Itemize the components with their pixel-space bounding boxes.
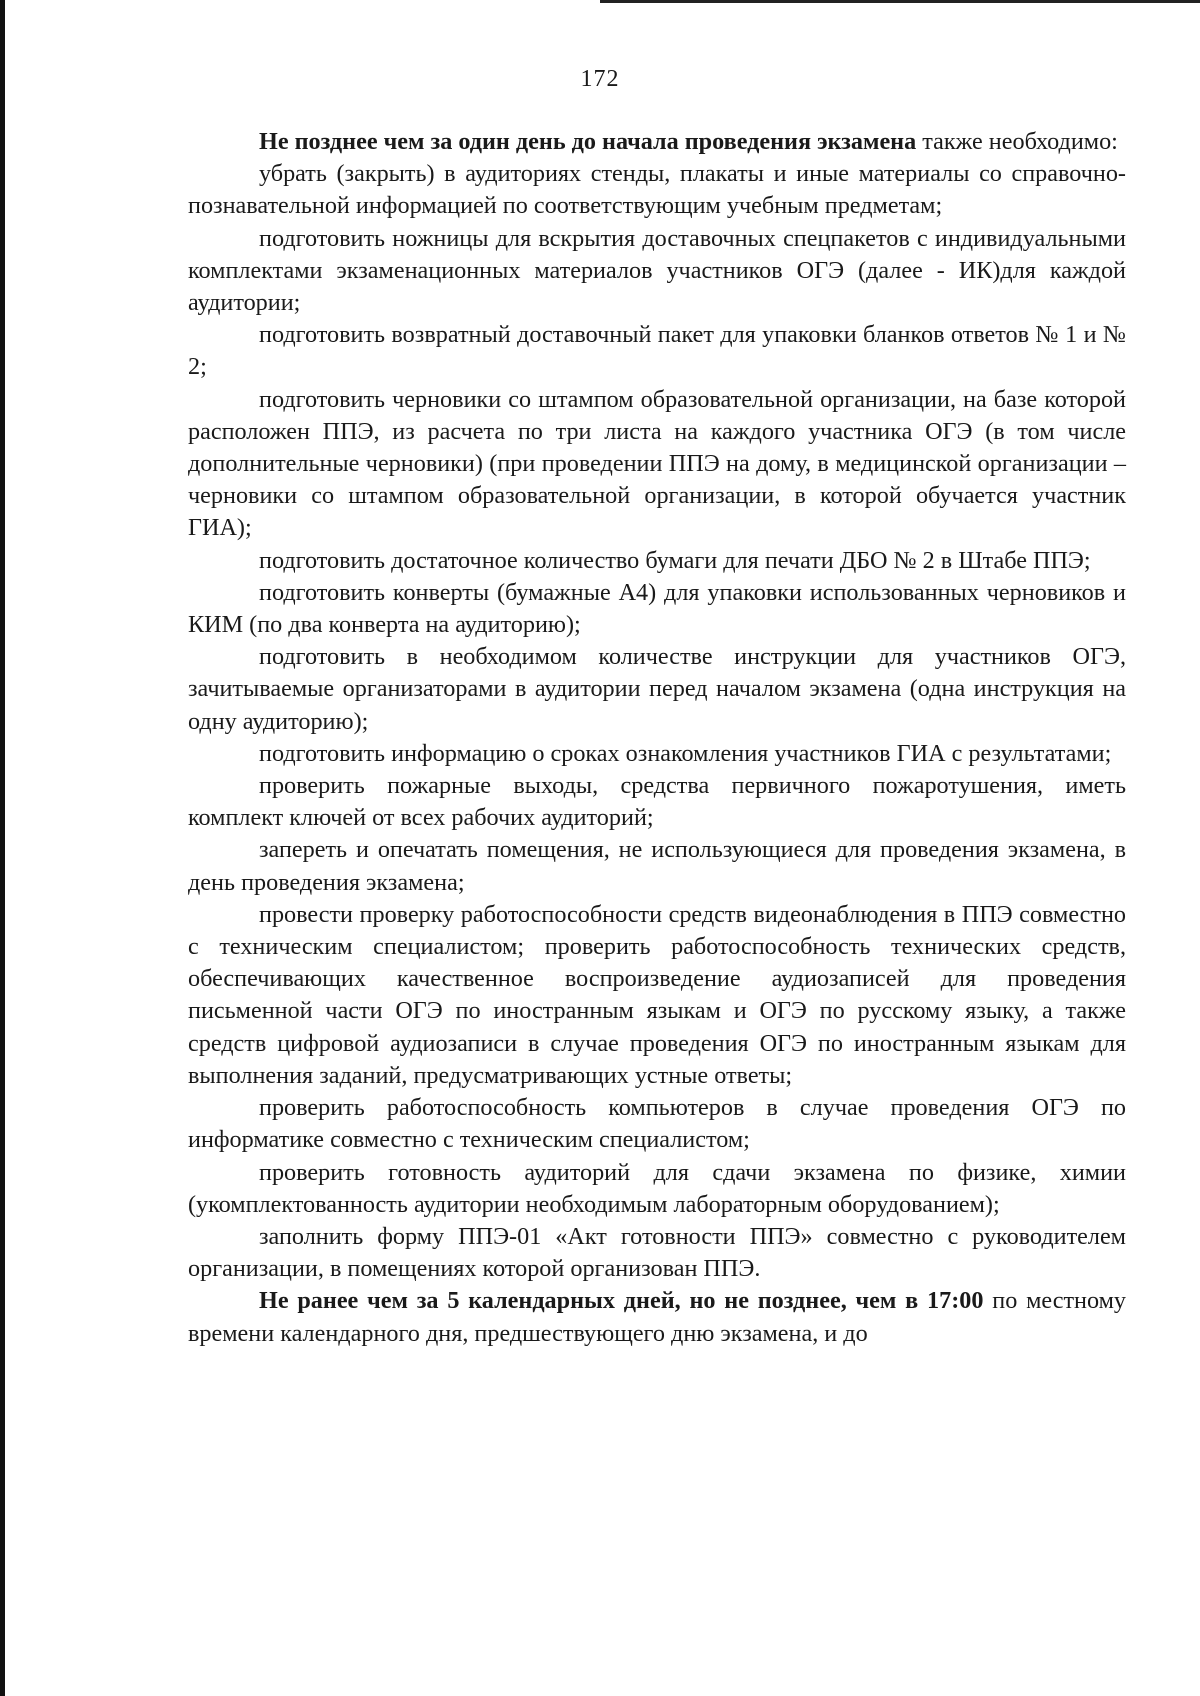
list-item: проверить работоспособность компьютеров в случае проведения ОГЭ по информатике совместно с техническим специалистом; [188,1094,1126,1154]
list-item: заполнить форму ППЭ-01 «Акт готовности ППЭ» совместно с руководителем организации, в помещениях которой организован ППЭ. [188,1222,1126,1283]
list-item: подготовить черновики со штампом образовательной организации, на базе которой расположен ППЭ, из расчета по три листа на каждого участника ОГЭ (в том числе дополнительные черновики) (при проведении ППЭ на дому, в медицинской организации – черновики со штампом образовательной организации, в которой обучается участник ГИА); [188,385,1126,542]
scan-left-edge [0,0,5,1696]
list-item: подготовить конверты (бумажные А4) для упаковки использованных черновиков и КИМ (по два конверта на аудиторию); [188,578,1126,639]
list-item: убрать (закрыть) в аудиториях стенды, плакаты и иные материалы со справочно-познавательной информацией по соответствующим учебным предметам; [188,160,1126,220]
list-item: провести проверку работоспособности средств видеонаблюдения в ППЭ совместно с техническим специалистом; проверить работоспособность технических средств, обеспечивающих качественное воспроизведение аудиозаписей для проведения письменной части ОГЭ по иностранным языкам и ОГЭ по русскому языку, а также средств цифровой аудиозаписи в случае проведения ОГЭ по иностранным языкам для выполнения заданий, предусматривающих устные ответы; [188,900,1126,1089]
list-item: проверить пожарные выходы, средства первичного пожаротушения, иметь комплект ключей от всех рабочих аудиторий; [188,772,1126,832]
list-item: запереть и опечатать помещения, не использующиеся для проведения экзамена, в день проведения экзамена; [188,836,1126,896]
outro-text: по местному времени календарного дня, предшествующего дню экзамена, и до [188,1287,1127,1347]
outro-paragraph [188,1285,1126,1349]
list-item: подготовить информацию о сроках ознакомления участников ГИА с результатами; [259,739,1112,767]
list-item: подготовить ножницы для вскрытия доставочных спецпакетов с индивидуальными комплектами экзаменационных материалов участников ОГЭ (далее - ИК)для каждой аудитории; [188,224,1126,317]
list-item: подготовить в необходимом количестве инструкции для участников ОГЭ, зачитываемые организаторами в аудитории перед началом экзамена (одна инструкция на одну аудиторию); [188,643,1126,735]
intro-bold-text: Не позднее чем за один день до начала проведения экзамена [259,128,917,155]
list-item: подготовить возвратный доставочный пакет для упаковки бланков ответов № 1 и № 2; [188,321,1126,381]
scan-top-edge [600,0,1200,3]
list-item: проверить готовность аудиторий для сдачи экзамена по физике, химии (укомплектованность аудитории необходимым лабораторным оборудованием); [188,1158,1126,1218]
outro-bold-text: Не ранее чем за 5 календарных дней, но не позднее, чем в 17:00 [259,1287,984,1315]
intro-text: также необходимо: [916,128,1118,155]
document-body [188,126,1126,1350]
list-item: подготовить достаточное количество бумаги для печати ДБО № 2 в Штабе ППЭ; [259,546,1091,574]
page-number: 172 [580,66,620,92]
intro-paragraph [188,126,1126,158]
